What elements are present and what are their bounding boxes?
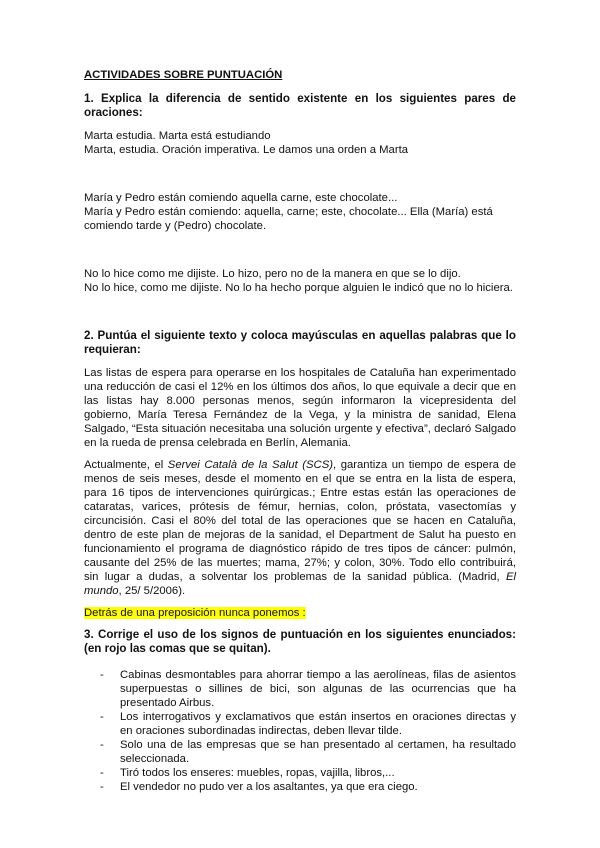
document-title: ACTIVIDADES SOBRE PUNTUACIÓN <box>84 69 283 81</box>
q1-pair2-line1: María y Pedro están comiendo aquella carne, este chocolate... <box>84 192 398 204</box>
q3-list-item: - Los interrogativos y exclamativos que están insertos en oraciones directas y en oraciones subordinadas indirectas, deben llevar tilde. <box>120 710 516 738</box>
document-page <box>84 68 516 794</box>
question-3-heading: 3. Corrige el uso de los signos de puntuación en los siguientes enunciados: (en rojo las comas que se quitan). <box>84 628 516 655</box>
q3-list-item: - Solo una de las empresas que se han presentado al certamen, ha resultado seleccionada. <box>120 738 516 766</box>
q3-list-item: - El vendedor no pudo ver a los asaltantes, ya que era ciego. <box>120 780 516 794</box>
q3-list-item: - Cabinas desmontables para ahorrar tiempo a las aerolíneas, filas de asientos superpuestas o sillines de bici, son algunas de las ocurrencias que ha presentado Airbus. <box>120 668 516 710</box>
q1-pair3-line1: No lo hice como me dijiste. Lo hizo, pero no de la manera en que se lo dijo. <box>84 268 461 280</box>
highlight-note-container <box>84 606 516 620</box>
q3-list-item: - Tiró todos los enseres: muebles, ropas, vajilla, libros,... <box>120 766 516 780</box>
highlight-note: Detrás de una preposición nunca ponemos : <box>84 607 306 619</box>
q2-paragraph-2 <box>84 458 516 598</box>
q2-p2-text-b: , garantiza un tiempo de espera de menos de seis meses, desde el momento en el que se entra en la lista de espera, para 16 tipos de intervenciones quirúrgicas.; Entre estas están las operaciones de cataratas, varices, prótesis de fémur, hernias, colon, próstata, vasectomías y circuncisión. Casi el 80% del total de las operaciones que se hacen en Cataluña, dentro de este plan de mejoras de la sanidad, el Department de Salut ha puesto en funcionamiento el programa de diagnóstico rápido de tres tipos de cáncer: pulmón, causante del 25% de las muertes; mama, 27%; y colon, 30%. Todo ello contribuirá, sin lugar a dudas, a solventar los problemas de la sanidad pública. (Madrid, <box>84 459 516 583</box>
q1-pair1-line1: Marta estudia. Marta está estudiando <box>84 130 271 142</box>
q2-p2-text-a: Actualmente, el <box>84 459 168 471</box>
q2-p2-italic-source: El mundo <box>84 571 516 597</box>
q1-pair2-line2: María y Pedro están comiendo: aquella, carne; este, chocolate... Ella (María) está comiendo tarde y (Pedro) chocolate. <box>84 206 493 232</box>
q1-pair1-line2: Marta, estudia. Oración imperativa. Le damos una orden a Marta <box>84 144 409 156</box>
question-1-heading: 1. Explica la diferencia de sentido existente en los siguientes pares de oraciones: <box>84 92 516 119</box>
q2-p2-text-c: , 25/ 5/2006). <box>118 585 186 597</box>
q3-list <box>84 668 516 794</box>
question-2-heading: 2. Puntúa el siguiente texto y coloca mayúsculas en aquellas palabras que lo requieran: <box>84 329 516 356</box>
q2-paragraph-1: Las listas de espera para operarse en los hospitales de Cataluña han experimentado una reducción de casi el 12% en los últimos dos años, lo que equivale a decir que en las listas hay 8.000 personas menos, según informaron la vicepresidenta del gobierno, María Teresa Fernández de la Vega, y la ministra de sanidad, Elena Salgado, “Esta situación necesitaba una solución urgente y efectiva”, declaró Salgado en la rueda de prensa celebrada en Berlín, Alemania. <box>84 367 516 449</box>
q1-pair3-line2: No lo hice, como me dijiste. No lo ha hecho porque alguien le indicó que no lo hiciera. <box>84 282 513 294</box>
q2-p2-italic: Servei Català de la Salut (SCS) <box>167 459 334 471</box>
